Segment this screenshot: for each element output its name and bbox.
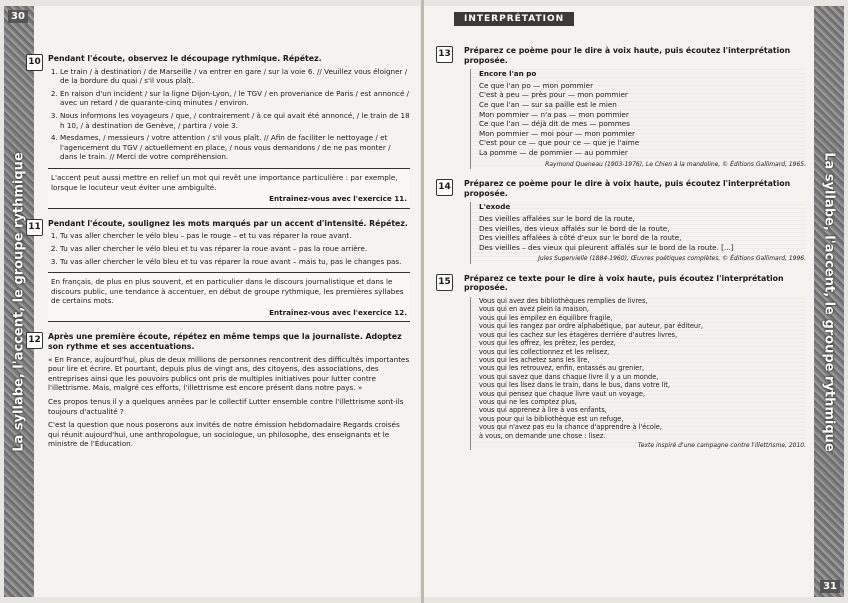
poem-line: Ce que l'an po — mon pommier: [479, 80, 594, 90]
poem-line: C'est pour ce — que pour ce — que je l'aime: [479, 138, 640, 148]
poem-block: [470, 69, 806, 169]
poem-line: Mon pommier — moi pour — mon pommier: [479, 128, 636, 138]
text-line: vous qui les rangez par ordre alphabétique, par auteur, par éditeur,: [479, 322, 703, 331]
text-line: vous qui savez que dans chaque livre il y a un monde,: [479, 372, 659, 381]
right-side-band: [814, 6, 844, 597]
text-line: vous qui apprenez à lire à vos enfants,: [479, 406, 607, 415]
note-box: [48, 272, 410, 322]
text-line: vous qui les offrez, les prêtez, les perdez,: [479, 339, 616, 348]
exercise-paragraph: C'est la question que nous poserons aux invités de notre émission hebdomadaire Regards croisés qui réunit aujourd'hui, une anthropologue, un sociologue, un philosophe, des enseignants et le ministre de l'Éducation.: [48, 420, 400, 449]
exercise-item: 3. Tu vas aller chercher le vélo bleu et tu vas réparer la roue avant – mais tu, pas le changes pas.: [60, 257, 410, 267]
exercise-instruction: Préparez ce poème pour le dire à voix haute, puis écoutez l'interprétation proposée.: [464, 46, 791, 65]
note-reference: Entraînez-vous avec l'exercice 11.: [269, 194, 407, 204]
text-line: vous qui les empilez en équilibre fragile,: [479, 313, 613, 322]
poem-line: Ce que l'an — sur sa paille est le mien: [479, 99, 617, 109]
poem-block: [470, 202, 806, 264]
poem-line: C'est à peu — près pour — mon pommier: [479, 90, 628, 100]
note-box: [48, 168, 410, 209]
exercise-number: 11: [26, 219, 43, 236]
exercise-instruction: Pendant l'écoute, observez le découpage rythmique. Répétez.: [48, 54, 322, 63]
exercise-item: 1. Le train / à destination / de Marseille / va entrer en gare / sur la voie 6. // Veuillez vous éloigner / de la bordure du quai / s'il vous plaît.: [60, 67, 410, 86]
right-content: [438, 46, 806, 460]
left-side-title: La syllabe, l'accent, le groupe rythmique: [11, 151, 27, 452]
text-line: vous qui n'avez pas eu la chance d'apprendre à l'école,: [479, 423, 662, 432]
exercise-number: 13: [436, 46, 453, 63]
note-text: L'accent peut aussi mettre en relief un mot qui revêt une importance particulière : par exemple, lorsque le locuteur veut éviter une ambiguïté.: [51, 172, 398, 192]
note-text: En français, de plus en plus souvent, et en particulier dans le discours journalistique et dans le discours public, une tendance à accentuer, en début de groupe rythmique, les premières syllabes de certains mots.: [51, 277, 404, 306]
right-page: [424, 6, 844, 597]
exercise-items: [48, 67, 410, 162]
exercise-number: 14: [436, 179, 453, 196]
right-page-number: 31: [820, 580, 840, 593]
exercise-12: [28, 332, 410, 449]
poem-line: Des vieilles affalées sur le bord de la route,: [479, 213, 635, 223]
exercise-item: 1. Tu vas aller chercher le vélo bleu – pas le rouge – et tu vas réparer la roue avant.: [60, 231, 410, 241]
exercise-10: [28, 54, 410, 209]
left-page-number: 30: [8, 10, 28, 23]
text-line: vous qui les collectionnez et les relisez,: [479, 347, 610, 356]
text-line: vous qui ne les comptez plus,: [479, 397, 577, 406]
right-side-title: La syllabe, l'accent, le groupe rythmique: [821, 151, 837, 452]
poem-line: Ce que l'an — déjà dit de mes — pommes: [479, 119, 630, 129]
left-side-band: [4, 6, 34, 597]
exercise-11: [28, 218, 410, 323]
text-line: vous qui pensez que chaque livre vaut un voyage,: [479, 389, 646, 398]
text-line: Vous qui avez des bibliothèques remplies de livres,: [479, 297, 648, 306]
text-line: vous qui les lisez dans le train, dans le bus, dans votre lit,: [479, 381, 670, 390]
exercise-number: 12: [26, 332, 43, 349]
text-line: vous qui en avez plein la maison,: [479, 305, 590, 314]
exercise-instruction: Après une première écoute, répétez en même temps que la journaliste. Adoptez son rythme et ses accentuations.: [48, 332, 402, 352]
poem-source: Jules Supervielle (1884-1960), Œuvres poétiques complètes, © Éditions Gallimard, 1996.: [538, 255, 806, 263]
left-content: [28, 54, 410, 459]
text-block: [470, 297, 806, 450]
poem-line: Des vieilles, des vieux affalés sur le bord de la route,: [479, 223, 670, 233]
exercise-items: [48, 231, 410, 266]
exercise-number: 15: [436, 274, 453, 291]
exercise-item: 3. Nous informons les voyageurs / que, / contrairement / à ce qui avait été annoncé, / le train de 18 h 10, / à destination de Genève, / partira / voie 3.: [60, 111, 410, 130]
exercise-paragraph: « En France, aujourd'hui, plus de deux millions de personnes rencontrent des difficultés importantes pour lire et écrire. Et pourtant, depuis plus de vingt ans, des citoyens, des associations, des entreprises ainsi que les pouvoirs publics ont pris de multiples initiatives pour lutter contre l'illettrisme. Mais, malgré ces efforts, l'illettrisme est encore présent dans notre pays. »: [48, 354, 410, 393]
poem-line: La pomme — de pommier — au pommier: [479, 147, 628, 157]
exercise-13: [438, 46, 806, 169]
left-page: [4, 6, 420, 597]
poem-title: Encore l'an po: [479, 69, 537, 79]
poem-source: Raymond Queneau (1903-1976), Le Chien à la mandoline, © Éditions Gallimard, 1965.: [545, 160, 806, 168]
poem-line: Des vieilles affalées à côté d'eux sur le bord de la route,: [479, 233, 682, 243]
note-reference: Entraînez-vous avec l'exercice 12.: [269, 307, 407, 317]
exercise-instruction: Préparez ce texte pour le dire à voix haute, puis écoutez l'interprétation proposée.: [464, 273, 784, 293]
exercise-15: [438, 273, 806, 451]
exercise-number: 10: [26, 54, 43, 71]
exercise-instruction: Pendant l'écoute, soulignez les mots marqués par un accent d'intensité. Répétez.: [48, 218, 408, 228]
exercise-item: 4. Mesdames, / messieurs / votre attention / s'il vous plaît. // Afin de faciliter le nettoyage / et l'agencement du TGV / actuellement en place, / nous vous demandons / de ne pas monter / dans le train. // Merci de votre compréhension.: [60, 133, 410, 162]
poem-line: Mon pommier — n'a pas — mon pommier: [479, 109, 629, 119]
exercise-14: [438, 179, 806, 264]
text-source: Texte inspiré d'une campagne contre l'illettrisme, 2010.: [637, 441, 806, 449]
exercise-instruction: Préparez ce poème pour le dire à voix haute, puis écoutez l'interprétation proposée.: [464, 179, 791, 198]
text-line: vous qui les cachez sur les étagères derrière d'autres livres,: [479, 330, 678, 339]
exercise-paragraph: Ces propos tenus il y a quelques années par le collectif Lutter ensemble contre l'illettrisme sont-ils toujours d'actualité ?: [48, 397, 404, 416]
poem-line: Des vieilles – des vieux qui pleurent affalés sur le bord de la route. [...]: [479, 242, 734, 252]
exercise-item: 2. Tu vas aller chercher le vélo bleu et tu vas réparer la roue avant – pas la roue arrière.: [60, 244, 410, 254]
text-line: à vous, on demande une chose : lisez.: [479, 431, 606, 440]
text-line: vous qui les achetez sans les lire,: [479, 355, 590, 364]
text-line: vous qui les retrouvez, enfin, entassés au grenier,: [479, 364, 645, 373]
exercise-item: 2. En raison d'un incident / sur la ligne Dijon-Lyon, / le TGV / en provenance de Paris / est annoncé / avec un retard / de quarante-cinq minutes / environ.: [60, 89, 410, 108]
poem-title: L'exode: [479, 202, 511, 212]
text-line: vous pour qui la bibliothèque est un refuge,: [479, 414, 624, 423]
section-tag: INTERPRÉTATION: [454, 12, 574, 26]
